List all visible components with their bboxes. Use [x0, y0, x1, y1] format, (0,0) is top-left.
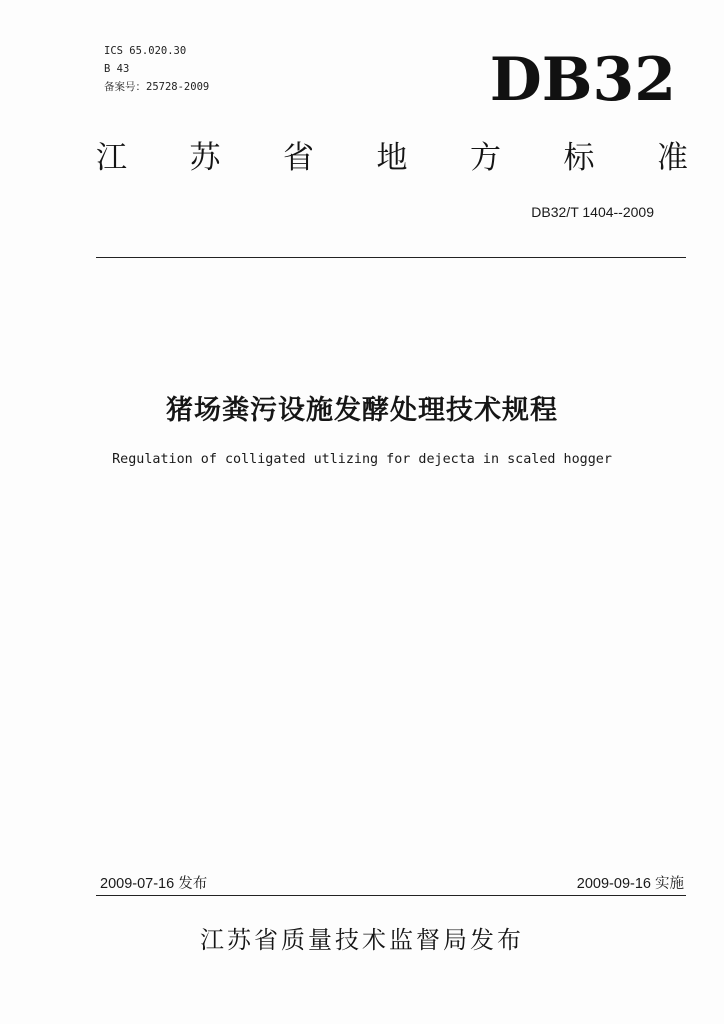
standard-type-title [96, 136, 688, 180]
ics-code: ICS 65.020.30 [104, 45, 187, 57]
standard-type-char: 苏 [189, 140, 221, 176]
issuing-authority: 江苏省质量技术监督局发布 [200, 926, 524, 954]
filing-number: 备案号：25728-2009 [104, 81, 210, 93]
implementation-date: 2009-09-16 实施 [576, 876, 684, 892]
standard-type-char: 方 [470, 140, 501, 176]
standard-type-char: 省 [283, 140, 314, 176]
footer-divider [96, 895, 686, 896]
standard-type-char: 地 [376, 140, 408, 176]
document-title-chinese: 猪场粪污设施发酵处理技术规程 [166, 395, 558, 426]
release-date: 2009-07-16 发布 [100, 876, 208, 892]
db32-logo: DB32 [489, 45, 676, 115]
document-title-english: Regulation of colligated utlizing for dejecta in scaled hogger [112, 452, 612, 467]
category-code: B 43 [104, 63, 130, 75]
standard-type-char: 标 [563, 140, 595, 176]
standard-number: DB32/T 1404--2009 [531, 204, 654, 220]
standard-type-char: 准 [657, 140, 688, 176]
header-divider [96, 257, 686, 258]
standard-type-char: 江 [96, 140, 127, 176]
classification-block [104, 42, 209, 96]
